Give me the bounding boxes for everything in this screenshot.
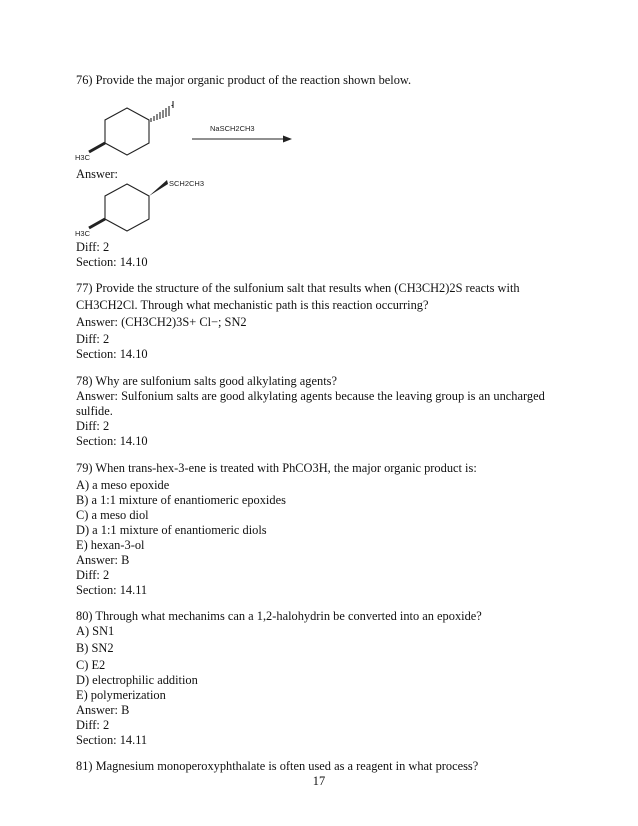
q79-option-a: A) a meso epoxide bbox=[76, 478, 170, 492]
solid-wedge bbox=[149, 180, 168, 196]
q80-option-c: C) E2 bbox=[76, 658, 106, 672]
reagent-label: NaSCH2CH3 bbox=[210, 124, 255, 133]
q79-answer: Answer: B bbox=[76, 553, 130, 567]
q76-diff: Diff: 2 bbox=[76, 240, 110, 254]
q80-option-d: D) electrophilic addition bbox=[76, 673, 198, 687]
q79-diff: Diff: 2 bbox=[76, 568, 110, 582]
q77-diff: Diff: 2 bbox=[76, 332, 110, 346]
q80-answer: Answer: B bbox=[76, 703, 130, 717]
q80-question: 80) Through what mechanims can a 1,2-halohydrin be converted into an epoxide? bbox=[76, 609, 482, 623]
q79-option-e: E) hexan-3-ol bbox=[76, 538, 145, 552]
sm-methyl-label: H3C bbox=[75, 153, 91, 162]
arrow-head bbox=[283, 136, 292, 143]
q80-section: Section: 14.11 bbox=[76, 733, 148, 747]
q80-option-a: A) SN1 bbox=[76, 624, 115, 638]
q77-answer: Answer: (CH3CH2)3S+ Cl−; SN2 bbox=[76, 315, 247, 329]
q77-line2: CH3CH2Cl. Through what mechanistic path is this reaction occurring? bbox=[76, 298, 429, 312]
q78-answer-line1: Answer: Sulfonium salts are good alkylating agents because the leaving group is an uncharged bbox=[76, 389, 545, 403]
q78-section: Section: 14.10 bbox=[76, 434, 148, 448]
q79-section: Section: 14.11 bbox=[76, 583, 148, 597]
prod-methyl-label: H3C bbox=[75, 229, 91, 238]
page-number: 17 bbox=[312, 774, 326, 788]
prod-substituent-label: SCH2CH3 bbox=[169, 179, 205, 188]
q78-diff: Diff: 2 bbox=[76, 419, 110, 433]
q81-question: 81) Magnesium monoperoxyphthalate is often used as a reagent in what process? bbox=[76, 759, 479, 773]
q80-diff: Diff: 2 bbox=[76, 718, 110, 732]
cyclohexane-ring bbox=[105, 108, 149, 155]
q76-section: Section: 14.10 bbox=[76, 255, 148, 269]
q76-question: 76) Provide the major organic product of the reaction shown below. bbox=[76, 73, 412, 87]
q79-question: 79) When trans-hex-3-ene is treated with PhCO3H, the major organic product is: bbox=[76, 461, 477, 475]
q79-option-b: B) a 1:1 mixture of enantiomeric epoxides bbox=[76, 493, 286, 507]
q80-option-b: B) SN2 bbox=[76, 641, 114, 655]
q77-line1: 77) Provide the structure of the sulfonium salt that results when (CH3CH2)2S reacts with bbox=[76, 281, 520, 295]
q77-section: Section: 14.10 bbox=[76, 347, 148, 361]
q79-option-c: C) a meso diol bbox=[76, 508, 149, 522]
q76-reaction-scheme bbox=[70, 100, 310, 165]
q76-answer-label: Answer: bbox=[76, 167, 118, 181]
q78-question: 78) Why are sulfonium salts good alkylating agents? bbox=[76, 374, 337, 388]
q80-option-e: E) polymerization bbox=[76, 688, 166, 702]
q78-answer-line2: sulfide. bbox=[76, 404, 113, 418]
q76-product-structure bbox=[70, 174, 220, 238]
q79-option-d: D) a 1:1 mixture of enantiomeric diols bbox=[76, 523, 267, 537]
